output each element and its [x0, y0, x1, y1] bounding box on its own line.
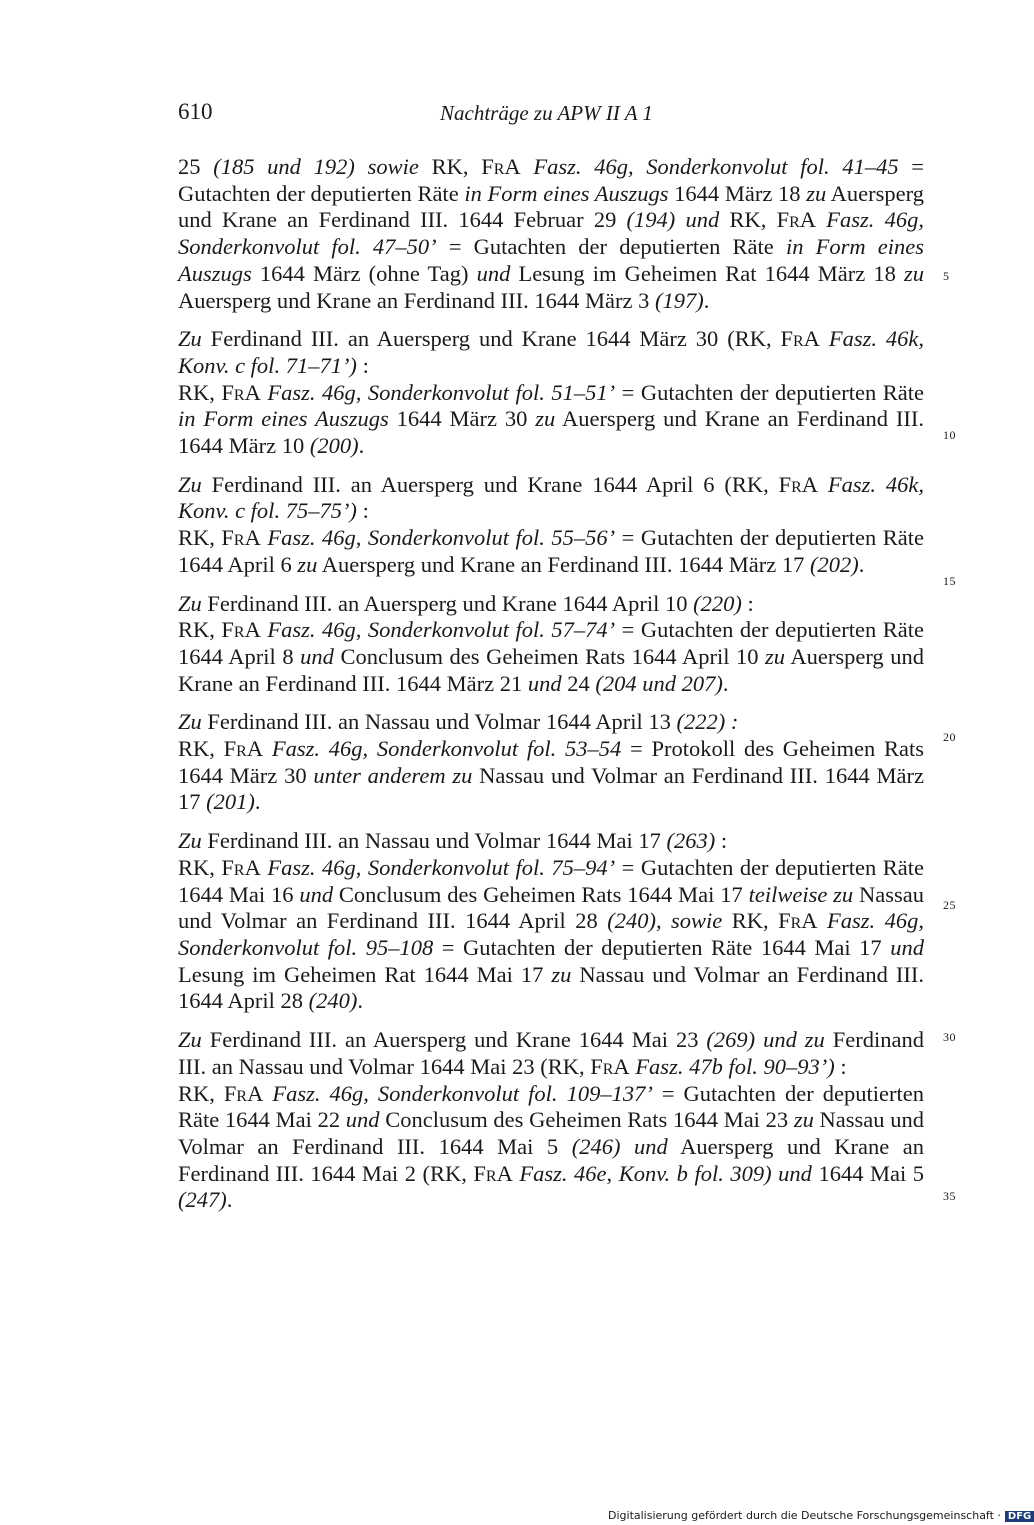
text-run: : — [715, 828, 728, 854]
text-run: (247) — [178, 1187, 227, 1213]
text-run: 25 — [178, 154, 214, 179]
text-run: Conclusum des Geheimen Rats 1644 Mai 23 — [379, 1107, 794, 1133]
entry-heading — [178, 326, 924, 379]
text-run: und — [299, 881, 334, 907]
text-run: Fasz. 46g, Sonderkonvolut fol. 41–45 — [533, 154, 899, 179]
text-run: Ferdinand III. an Auersperg und Krane 1644 April 10 — [201, 590, 694, 616]
text-run: Nassau und Volmar an Ferdinand III. 1644 April 28 — [178, 961, 924, 1014]
text-run: = Gutachten der deputierten Räte 1644 Mai 16 — [178, 854, 924, 907]
entry-source — [178, 525, 924, 578]
text-run: zu — [793, 1107, 814, 1133]
text-run: Conclusum des Geheimen Rats 1644 Mai 17 — [333, 881, 749, 907]
running-title: Nachträge zu APW II A 1 — [440, 101, 653, 125]
text-run: Lesung im Geheimen Rat 1644 Mai 17 — [178, 961, 552, 987]
text-run: FrA — [780, 326, 820, 352]
text-run: Auersperg und Krane an Ferdinand III. 1644 März 17 — [317, 551, 810, 577]
text-run: Auersperg und Krane an Ferdinand III. 1644 März 3 — [178, 287, 655, 313]
text-run: (240) — [308, 988, 358, 1014]
text-run: (269) und zu — [706, 1027, 825, 1053]
text-run: FrA — [778, 471, 819, 497]
line-number: 35 — [943, 1189, 956, 1203]
text-run: = Protokoll des Geheimen Rats 1644 März 30 — [178, 736, 925, 788]
text-run: (200) — [309, 433, 359, 459]
text-run: Ferdinand III. an Auersperg und Krane 1644 März 30 (RK, — [201, 326, 781, 352]
text-run: Ferdinand III. an Nassau und Volmar 1644 April 13 — [201, 709, 677, 735]
text-run: Fasz. 46g, Sonderkonvolut fol. 55–56’ — [267, 525, 616, 551]
body-text — [178, 154, 924, 1214]
entry-heading — [178, 709, 924, 736]
line-number: 25 — [943, 898, 956, 912]
paragraph-gap — [178, 816, 924, 828]
text-run: FrA — [223, 1080, 264, 1106]
text-run: FrA — [223, 736, 264, 762]
text-run: : — [834, 1053, 847, 1079]
text-run: zu — [551, 961, 572, 987]
text-run: FrA — [776, 207, 817, 233]
text-run: Fasz. 46g, Sonderkonvolut fol. 109–137’ — [272, 1080, 653, 1106]
text-run: (197) — [654, 287, 704, 313]
text-run: RK, — [722, 908, 779, 934]
text-run: und — [890, 934, 924, 960]
text-run: 1644 März 30 — [388, 406, 536, 432]
text-run: Fasz. 46g, Sonderkonvolut fol. 57–74’ — [267, 617, 616, 643]
paragraph-gap — [178, 314, 924, 326]
text-run: FrA — [778, 908, 818, 934]
text-run: Nassau und Volmar an Ferdinand III. 1644 April 28 — [178, 881, 925, 934]
text-run: und — [345, 1107, 380, 1133]
text-run: 24 — [561, 670, 596, 696]
text-run: RK, — [178, 736, 224, 762]
entry-source — [178, 617, 924, 697]
text-run: Zu — [178, 590, 202, 616]
text-run: = Gutachten der deputierten Räte — [436, 234, 786, 260]
text-run: . — [358, 433, 365, 459]
text-run: und — [300, 643, 334, 669]
text-run: und — [476, 260, 511, 286]
entry-heading — [178, 1027, 924, 1080]
text-run: . — [226, 1187, 233, 1213]
text-run: 1644 März (ohne Tag) — [251, 260, 477, 286]
entry-source — [178, 1081, 924, 1215]
text-run: in Form eines Auszugs — [178, 234, 925, 286]
text-run: Ferdinand III. an Nassau und Volmar 1644 Mai 17 — [201, 828, 667, 854]
text-run: : — [356, 352, 369, 378]
text-run: RK, — [418, 154, 482, 179]
entry-source — [178, 736, 924, 816]
text-run: Zu — [178, 1027, 202, 1053]
text-run: Zu — [178, 471, 202, 497]
text-run: . — [357, 988, 364, 1014]
text-run: (263) — [666, 828, 716, 854]
text-run: Auersperg und Krane an Ferdinand III. 1644 März 10 — [178, 406, 924, 459]
text-run — [521, 154, 534, 179]
text-run: . — [858, 551, 865, 577]
text-run: in Form eines Auszugs — [178, 406, 389, 432]
text-run: (194) und — [626, 207, 720, 233]
text-run: zu — [903, 260, 924, 286]
credit-text: Digitalisierung gefördert durch die Deutsche Forschungsgemeinschaft · — [608, 1509, 1001, 1522]
text-run — [818, 908, 827, 933]
entry-source — [178, 855, 924, 1015]
text-run: zu — [297, 551, 318, 577]
text-run: (246) und — [571, 1133, 668, 1159]
paragraph-gap — [178, 697, 924, 709]
text-run: 1644 Mai 5 — [811, 1160, 925, 1186]
line-number: 10 — [943, 428, 956, 442]
text-run: in Form eines Auszugs — [464, 180, 669, 206]
text-run: . — [722, 670, 729, 696]
text-run: = Gutachten der deputierten Räte 1644 April 6 — [178, 525, 924, 577]
text-run: = Gutachten der deputierten Räte 1644 Mai 22 — [178, 1080, 924, 1133]
text-run: FrA — [221, 854, 261, 880]
text-run: (204 und 207) — [595, 670, 723, 696]
text-run: FrA — [221, 525, 261, 551]
text-run: Auersperg und Krane an Ferdinand III. 1644 Mai 2 (RK, — [178, 1133, 924, 1186]
text-run: und — [527, 670, 562, 696]
text-run: : — [741, 590, 754, 616]
text-run: Ferdinand III. an Auersperg und Krane 1644 Mai 23 — [201, 1027, 707, 1053]
text-run: FrA — [590, 1053, 630, 1079]
text-run: Conclusum des Geheimen Rats 1644 April 10 — [333, 643, 766, 669]
text-run: Ferdinand III. an Auersperg und Krane 1644 April 6 (RK, — [201, 471, 779, 497]
text-run: (240), sowie — [607, 908, 723, 934]
text-run: (185 und 192) sowie — [213, 154, 419, 179]
text-run: Zu — [178, 828, 202, 854]
text-run: zu — [535, 406, 556, 432]
text-run: FrA — [481, 154, 521, 179]
entry-heading — [178, 591, 924, 618]
text-run: (222) : — [676, 709, 739, 735]
text-run: (201) — [206, 789, 255, 815]
text-run: = Gutachten der deputierten Räte 1644 Mai 17 — [433, 934, 891, 960]
text-run: RK, — [178, 617, 222, 643]
line-number: 30 — [943, 1030, 956, 1044]
digitization-credit — [608, 1509, 1034, 1522]
text-run — [820, 326, 829, 351]
text-run: RK, — [178, 1080, 224, 1106]
text-run: RK, — [719, 207, 777, 233]
line-number: 15 — [943, 574, 956, 588]
text-run: Auersperg und Krane an Ferdinand III. 1644 Februar 29 — [178, 180, 924, 233]
text-run: 1644 März 18 — [668, 180, 807, 206]
text-run: . — [703, 287, 710, 313]
text-run: FrA — [221, 617, 261, 643]
text-run — [816, 207, 826, 232]
text-run: zu — [765, 643, 786, 669]
text-run: = Gutachten der deputierten Räte — [615, 379, 924, 405]
line-number: 5 — [943, 269, 950, 283]
text-run: Fasz. 46g, Sonderkonvolut fol. 53–54 — [271, 736, 622, 762]
text-run: Fasz. 46g, Sonderkonvolut fol. 75–94’ — [267, 854, 616, 880]
text-run: Nassau und Volmar an Ferdinand III. 1644 Mai 5 — [178, 1107, 924, 1159]
text-run: teilweise zu — [748, 881, 854, 907]
text-run: : — [356, 498, 369, 524]
text-run: Ferdinand III. an Nassau und Volmar 1644 Mai 23 (RK, — [178, 1027, 924, 1079]
text-run — [818, 472, 828, 497]
text-run: FrA — [473, 1160, 513, 1186]
text-run: Nassau und Volmar an Ferdinand III. 1644 März 17 — [178, 762, 924, 815]
text-run — [263, 736, 272, 761]
text-run: Fasz. 46g, Sonderkonvolut fol. 51–51’ — [267, 379, 616, 405]
text-run: = Gutachten der deputierten Räte — [178, 154, 924, 206]
text-run: Zu — [178, 709, 202, 735]
text-run: . — [254, 789, 261, 815]
text-run: RK, — [178, 854, 222, 880]
text-run: (220) — [693, 590, 742, 616]
text-run: RK, — [178, 525, 222, 551]
paragraph-gap — [178, 579, 924, 591]
text-run: Lesung im Geheimen Rat 1644 März 18 — [510, 260, 904, 286]
text-run: unter anderem zu — [313, 762, 473, 788]
page-number: 610 — [178, 99, 213, 124]
text-run: Auersperg und Krane an Ferdinand III. 1644 März 21 — [178, 643, 924, 696]
text-run: Fasz. 46e, Konv. b fol. 309) und — [519, 1160, 812, 1186]
text-run: zu — [806, 180, 827, 206]
text-run: Fasz. 47b fol. 90–93’) — [635, 1053, 835, 1079]
text-run: (202) — [809, 551, 859, 577]
text-run: Fasz. 46g, Sonderkonvolut fol. 47–50’ — [178, 207, 924, 260]
entry-heading — [178, 828, 924, 855]
continued-entry — [178, 154, 924, 314]
text-run: = Gutachten der deputierten Räte 1644 April 8 — [178, 617, 924, 669]
text-run: RK, — [178, 379, 222, 405]
line-number: 20 — [943, 730, 956, 744]
text-run: Fasz. 46k, Konv. c fol. 75–75’) — [178, 471, 925, 524]
text-run: Fasz. 46g, Sonderkonvolut fol. 95–108 — [178, 908, 924, 960]
text-run: FrA — [221, 379, 261, 405]
entry-heading — [178, 472, 924, 525]
paragraph-gap — [178, 460, 924, 472]
dfg-logo: DFG — [1005, 1511, 1034, 1522]
entry-source — [178, 380, 924, 460]
text-run: Fasz. 46k, Konv. c fol. 71–71’) — [178, 326, 924, 378]
paragraph-gap — [178, 1015, 924, 1027]
text-run: Zu — [178, 326, 202, 352]
